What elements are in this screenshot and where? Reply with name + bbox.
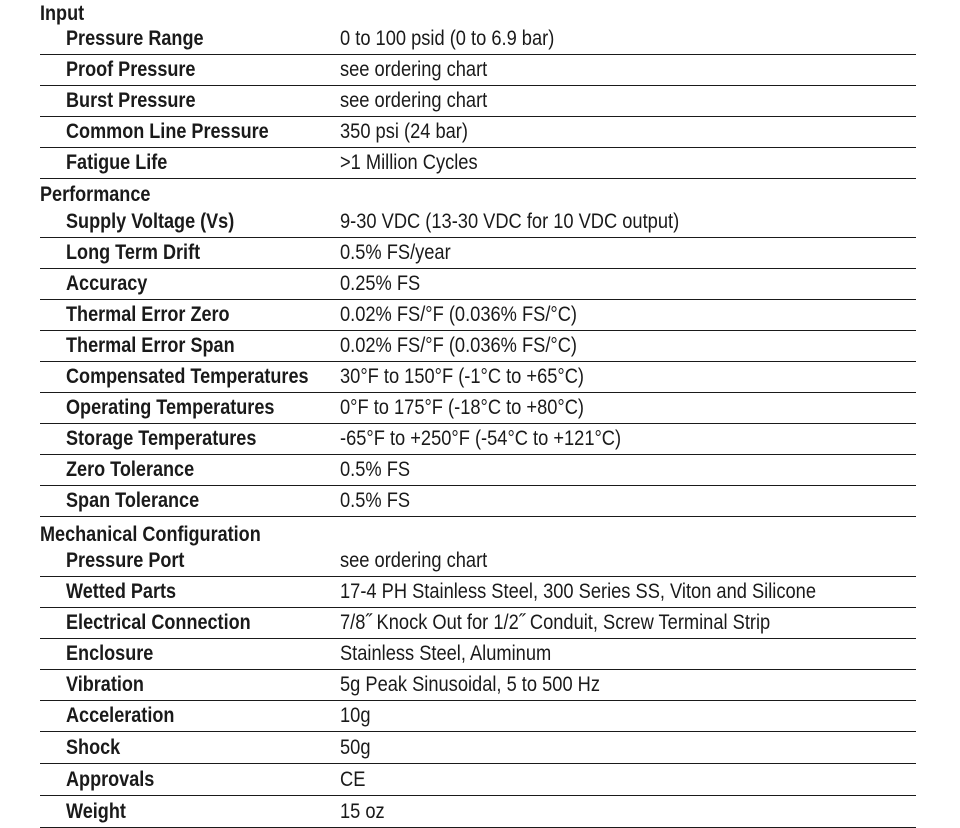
spec-row xyxy=(40,765,916,796)
section-title-input: Input xyxy=(40,2,85,25)
spec-label: Thermal Error Zero xyxy=(66,303,230,326)
spec-row xyxy=(40,362,916,393)
spec-row xyxy=(40,24,916,55)
spec-value: Stainless Steel, Aluminum xyxy=(340,642,552,665)
spec-label: Operating Temperatures xyxy=(66,396,275,419)
spec-row xyxy=(40,269,916,300)
spec-label: Long Term Drift xyxy=(66,241,201,264)
spec-label: Wetted Parts xyxy=(66,580,177,603)
spec-value: 350 psi (24 bar) xyxy=(340,120,468,143)
spec-value: 10g xyxy=(340,704,371,727)
section-title-mechanical-configuration: Mechanical Configuration xyxy=(40,523,261,546)
spec-label: Zero Tolerance xyxy=(66,458,195,481)
spec-value: 17-4 PH Stainless Steel, 300 Series SS, Viton and Silicone xyxy=(340,580,816,603)
spec-label: Pressure Range xyxy=(66,27,204,50)
spec-row xyxy=(40,331,916,362)
spec-label: Common Line Pressure xyxy=(66,120,269,143)
spec-row xyxy=(40,238,916,269)
spec-label: Proof Pressure xyxy=(66,58,196,81)
spec-row xyxy=(40,670,916,701)
spec-row xyxy=(40,393,916,424)
spec-row xyxy=(40,148,916,179)
spec-label: Pressure Port xyxy=(66,549,185,572)
spec-value: see ordering chart xyxy=(340,58,488,81)
spec-value: 50g xyxy=(340,736,371,759)
spec-label: Thermal Error Span xyxy=(66,334,235,357)
spec-label: Shock xyxy=(66,736,121,759)
spec-value: 0.5% FS xyxy=(340,458,411,481)
spec-label: Electrical Connection xyxy=(66,611,251,634)
spec-row xyxy=(40,424,916,455)
spec-value: 5g Peak Sinusoidal, 5 to 500 Hz xyxy=(340,673,601,696)
spec-value: 0.02% FS/°F (0.036% FS/°C) xyxy=(340,334,577,357)
spec-value: 7/8˝ Knock Out for 1/2˝ Conduit, Screw Terminal Strip xyxy=(340,611,771,634)
spec-row xyxy=(40,546,916,577)
spec-value: 15 oz xyxy=(340,800,385,823)
spec-row xyxy=(40,608,916,639)
spec-label: Fatigue Life xyxy=(66,151,168,174)
spec-value: >1 Million Cycles xyxy=(340,151,478,174)
spec-row xyxy=(40,797,916,828)
spec-value: CE xyxy=(340,768,366,791)
spec-value: see ordering chart xyxy=(340,89,488,112)
section-title-performance: Performance xyxy=(40,183,151,206)
spec-label: Vibration xyxy=(66,673,144,696)
spec-label: Enclosure xyxy=(66,642,154,665)
spec-label: Weight xyxy=(66,800,126,823)
spec-label: Acceleration xyxy=(66,704,175,727)
spec-row xyxy=(40,577,916,608)
spec-value: 30°F to 150°F (-1°C to +65°C) xyxy=(340,365,585,388)
spec-row xyxy=(40,117,916,148)
spec-row xyxy=(40,455,916,486)
spec-row xyxy=(40,486,916,517)
spec-label: Supply Voltage (Vs) xyxy=(66,210,235,233)
spec-value: 0.5% FS xyxy=(340,489,411,512)
spec-row xyxy=(40,207,916,238)
spec-value: 9-30 VDC (13-30 VDC for 10 VDC output) xyxy=(340,210,680,233)
spec-value: 0.5% FS/year xyxy=(340,241,451,264)
spec-label: Accuracy xyxy=(66,272,148,295)
spec-row xyxy=(40,300,916,331)
spec-value: 0.25% FS xyxy=(340,272,421,295)
spec-row xyxy=(40,701,916,732)
spec-value: 0°F to 175°F (-18°C to +80°C) xyxy=(340,396,585,419)
spec-value: see ordering chart xyxy=(340,549,488,572)
spec-label: Span Tolerance xyxy=(66,489,200,512)
spec-row xyxy=(40,733,916,764)
spec-label: Storage Temperatures xyxy=(66,427,257,450)
spec-label: Approvals xyxy=(66,768,155,791)
spec-value: -65°F to +250°F (-54°C to +121°C) xyxy=(340,427,622,450)
spec-value: 0.02% FS/°F (0.036% FS/°C) xyxy=(340,303,577,326)
spec-label: Burst Pressure xyxy=(66,89,196,112)
spec-row xyxy=(40,639,916,670)
spec-value: 0 to 100 psid (0 to 6.9 bar) xyxy=(340,27,555,50)
spec-row xyxy=(40,86,916,117)
spec-row xyxy=(40,55,916,86)
spec-label: Compensated Temperatures xyxy=(66,365,309,388)
